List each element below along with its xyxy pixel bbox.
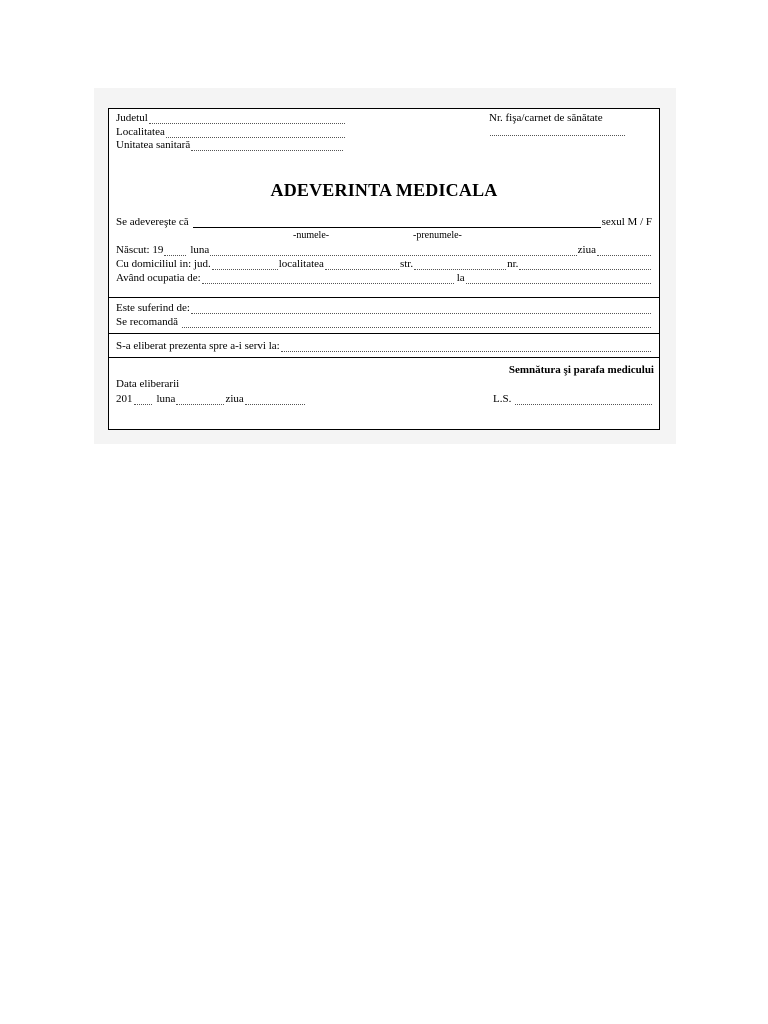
localitatea-addr-field[interactable] bbox=[325, 260, 399, 270]
prenumele-hint: -prenumele- bbox=[413, 230, 462, 241]
nr-label: nr. bbox=[507, 258, 519, 270]
judetul-field[interactable] bbox=[149, 114, 345, 124]
localitatea-field[interactable] bbox=[166, 128, 345, 138]
birth-luna-label: luna bbox=[190, 244, 210, 256]
ls-label: L.S. bbox=[493, 393, 512, 405]
issue-month-field[interactable] bbox=[176, 395, 224, 405]
ls-row bbox=[493, 393, 653, 405]
name-field[interactable] bbox=[193, 218, 601, 228]
recomanda-row bbox=[116, 316, 652, 328]
suferind-label: Este suferind de: bbox=[116, 302, 190, 314]
suferind-field[interactable] bbox=[191, 304, 651, 314]
data-eliberarii-label: Data eliberarii bbox=[116, 378, 180, 390]
medical-certificate-form bbox=[108, 108, 660, 430]
se-adevereste-label: Se adevereşte că bbox=[116, 216, 189, 228]
birth-day-field[interactable] bbox=[597, 246, 651, 256]
nascut-row bbox=[116, 244, 652, 256]
nascut-label: Născut: 19 bbox=[116, 244, 164, 256]
footer-section bbox=[109, 357, 659, 429]
judetul-label: Judetul bbox=[116, 112, 148, 124]
jud-field[interactable] bbox=[212, 260, 278, 270]
la-field[interactable] bbox=[466, 274, 651, 284]
page-title: ADEVERINTA MEDICALA bbox=[270, 180, 498, 200]
birth-month-field[interactable] bbox=[210, 246, 576, 256]
data-eliberarii-row bbox=[116, 378, 652, 390]
birth-ziua-label: ziua bbox=[577, 244, 596, 256]
issue-year-field[interactable] bbox=[134, 395, 152, 405]
la-label: la bbox=[456, 272, 465, 284]
medical-section bbox=[109, 297, 659, 333]
header-identity-section bbox=[109, 109, 659, 297]
issue-date-row bbox=[116, 393, 306, 405]
semnatura-label: Semnătura şi parafa medicului bbox=[508, 364, 654, 376]
nr-field[interactable] bbox=[519, 260, 651, 270]
semnatura-row bbox=[509, 364, 654, 376]
localitatea-label: Localitatea bbox=[116, 126, 165, 138]
domiciliul-label: Cu domiciliul in: jud. bbox=[116, 258, 211, 270]
localitatea-addr-label: localitatea bbox=[278, 258, 324, 270]
fisa-row bbox=[489, 112, 652, 124]
suferind-row bbox=[116, 302, 652, 314]
eliberat-label: S-a eliberat prezenta spre a-i servi la: bbox=[116, 340, 280, 352]
issue-day-field[interactable] bbox=[245, 395, 305, 405]
ocupatia-row bbox=[116, 272, 652, 284]
str-field[interactable] bbox=[414, 260, 506, 270]
numele-hint: -numele- bbox=[293, 230, 330, 241]
eliberat-section bbox=[109, 333, 659, 357]
fisa-field-row bbox=[489, 126, 626, 136]
str-label: str. bbox=[399, 258, 414, 270]
ls-field[interactable] bbox=[515, 395, 652, 405]
sexul-label: sexul M / F bbox=[601, 216, 652, 228]
ocupatia-field[interactable] bbox=[202, 274, 454, 284]
unitatea-row bbox=[116, 139, 344, 151]
ocupatia-label: Având ocupatia de: bbox=[116, 272, 201, 284]
unitatea-field[interactable] bbox=[191, 141, 343, 151]
fisa-label: Nr. fişa/carnet de sănătate bbox=[489, 112, 603, 124]
recomanda-label: Se recomandă bbox=[116, 316, 178, 328]
issue-ziua-label: ziua bbox=[225, 393, 244, 405]
unitatea-label: Unitatea sanitară bbox=[116, 139, 191, 151]
recomanda-field[interactable] bbox=[182, 318, 651, 328]
localitatea-row bbox=[116, 126, 346, 138]
issue-luna-label: luna bbox=[156, 393, 176, 405]
eliberat-field[interactable] bbox=[281, 342, 651, 352]
se-adevereste-row bbox=[116, 216, 652, 228]
domiciliul-row bbox=[116, 258, 652, 270]
issue-year-prefix: 201 bbox=[116, 393, 133, 405]
birth-year-field[interactable] bbox=[164, 246, 186, 256]
fisa-field[interactable] bbox=[490, 126, 625, 136]
eliberat-row bbox=[116, 340, 652, 352]
judetul-row bbox=[116, 112, 346, 124]
